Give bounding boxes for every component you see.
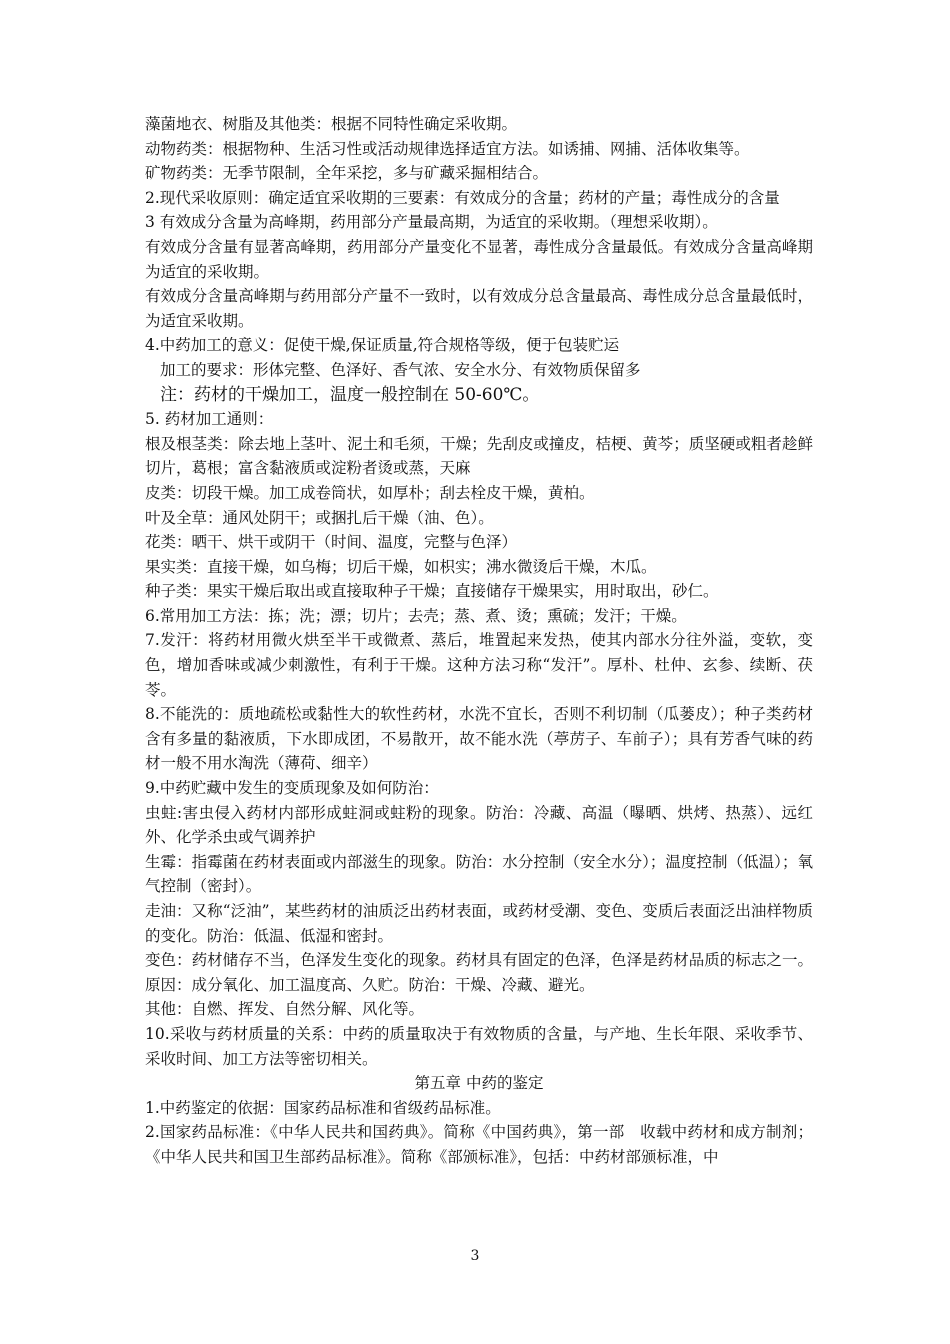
paragraph-identification-basis: 1.中药鉴定的依据：国家药品标准和省级药品标准。 — [145, 1098, 501, 1117]
paragraph-national-standards: 2.国家药品标准：《中华人民共和国药典》。简称《中国药典》，第一部 收载中药材和成方制剂；《中华人民共和国卫生部药品标准》。简称《部颁标准》，包括：中药材部颁标准，中 — [145, 1123, 813, 1166]
paragraph-mildew: 生霉：指霉菌在药材表面或内部滋生的现象。防治：水分控制（安全水分）；温度控制（低温）；氧气控制（密封）。 — [145, 852, 813, 896]
paragraph-flowers: 花类：晒干、烘干或阴干（时间、温度，完整与色泽） — [145, 533, 518, 552]
paragraph-oil-exudation: 走油：又称“泛油”，某些药材的油质泛出药材表面，或药材受潮、变色、变质后表面泛出油样物质的变化。防治：低温、低湿和密封。 — [145, 902, 813, 945]
paragraph-roots-rhizomes: 根及根茎类：除去地上茎叶、泥土和毛须，干燥；先刮皮或撞皮，桔梗、黄芩；质坚硬或粗者趁鲜切片，葛根；富含黏液质或淀粉者烫或蒸，天麻 — [145, 434, 813, 478]
paragraph-processing-rules-heading: 5. 药材加工通则： — [145, 410, 274, 429]
paragraph-common-methods: 6.常用加工方法：拣；洗；漂；切片；去壳；蒸、煮、烫；熏硫；发汗；干燥。 — [145, 606, 687, 625]
chapter-heading: 第五章 中药的鉴定 — [414, 1074, 544, 1093]
paragraph-seeds: 种子类：果实干燥后取出或直接取种子干燥；直接储存干燥果实，用时取出，砂仁。 — [145, 582, 719, 601]
paragraph-ideal-harvest-period: 3 有效成分含量为高峰期，药用部分产量最高期，为适宜的采收期。（理想采收期）。 — [145, 213, 718, 232]
paragraph-other-deterioration: 其他：自燃、挥发、自然分解、风化等。 — [145, 1000, 425, 1019]
paragraph-leaves-herbs: 叶及全草：通风处阴干；或捆扎后干燥（油、色）。 — [145, 508, 494, 527]
paragraph-not-washable: 8.不能洗的：质地疏松或黏性大的软性药材，水洗不宜长，否则不利切制（瓜蒌皮）；种子类药材含有多量的黏液质，下水即成团，不易散开，故不能水洗（葶苈子、车前子）；具有芳香气味的药材一般不用水淘洗（薄荷、细辛） — [145, 705, 813, 773]
paragraph-fruits: 果实类：直接干燥，如乌梅；切后干燥，如枳实；沸水微烫后干燥，木瓜。 — [145, 557, 657, 576]
paragraph-discoloration: 变色：药材储存不当，色泽发生变化的现象。药材具有固定的色泽，色泽是药材品质的标志之一。原因：成分氧化、加工温度高、久贮。防治：干燥、冷藏、避光。 — [145, 951, 813, 994]
paragraph-bark: 皮类：切段干燥。加工成卷筒状，如厚朴；刮去栓皮干燥，黄柏。 — [145, 483, 595, 502]
paragraph-insect-damage: 虫蛀:害虫侵入药材内部形成蛀洞或蛀粉的现象。防治：冷藏、高温（曝晒、烘烤、热蒸）、远红外、化学杀虫或气调养护 — [145, 803, 813, 847]
paragraph-drying-note: 注：药材的干燥加工，温度一般控制在 50-60℃。 — [160, 384, 540, 405]
paragraph-peak-content: 有效成分含量有显著高峰期，药用部分产量变化不显著，毒性成分含量最低。有效成分含量高峰期为适宜的采收期。 — [145, 237, 813, 281]
paragraph-animal-drugs: 动物药类：根据物种、生活习性或活动规律选择适宜方法。如诱捕、网捕、活体收集等。 — [145, 139, 750, 158]
paragraph-processing-significance: 4.中药加工的意义：促使干燥,保证质量,符合规格等级，便于包装贮运 — [145, 336, 620, 355]
paragraph-modern-harvest-principle: 2.现代采收原则：确定适宜采收期的三要素：有效成分的含量；药材的产量；毒性成分的含量 — [145, 188, 780, 207]
paragraph-sweating: 7.发汗：将药材用微火烘至半干或微煮、蒸后，堆置起来发热，使其内部水分往外溢，变软，变色，增加香味或减少刺激性，有利于干燥。这种方法习称“发汗”。厚朴、杜仲、玄参、续断、茯苓。 — [145, 631, 813, 699]
paragraph-algae-lichen-resin: 藻菌地衣、树脂及其他类：根据不同特性确定采收期。 — [145, 115, 518, 133]
page-number: 3 — [470, 1248, 480, 1264]
page-body — [145, 112, 813, 1170]
paragraph-mineral-drugs: 矿物药类：无季节限制，全年采挖，多与矿藏采掘相结合。 — [145, 164, 549, 183]
paragraph-harvest-quality: 10.采收与药材质量的关系：中药的质量取决于有效物质的含量，与产地、生长年限、采收季节、采收时间、加工方法等密切相关。 — [145, 1024, 813, 1068]
paragraph-content-yield-mismatch: 有效成分含量高峰期与药用部分产量不一致时，以有效成分总含量最高、毒性成分总含量最低时，为适宜采收期。 — [145, 287, 813, 330]
paragraph-processing-requirements: 加工的要求：形体完整、色泽好、香气浓、安全水分、有效物质保留多 — [160, 360, 641, 379]
paragraph-storage-deterioration: 9.中药贮藏中发生的变质现象及如何防治： — [145, 779, 439, 798]
